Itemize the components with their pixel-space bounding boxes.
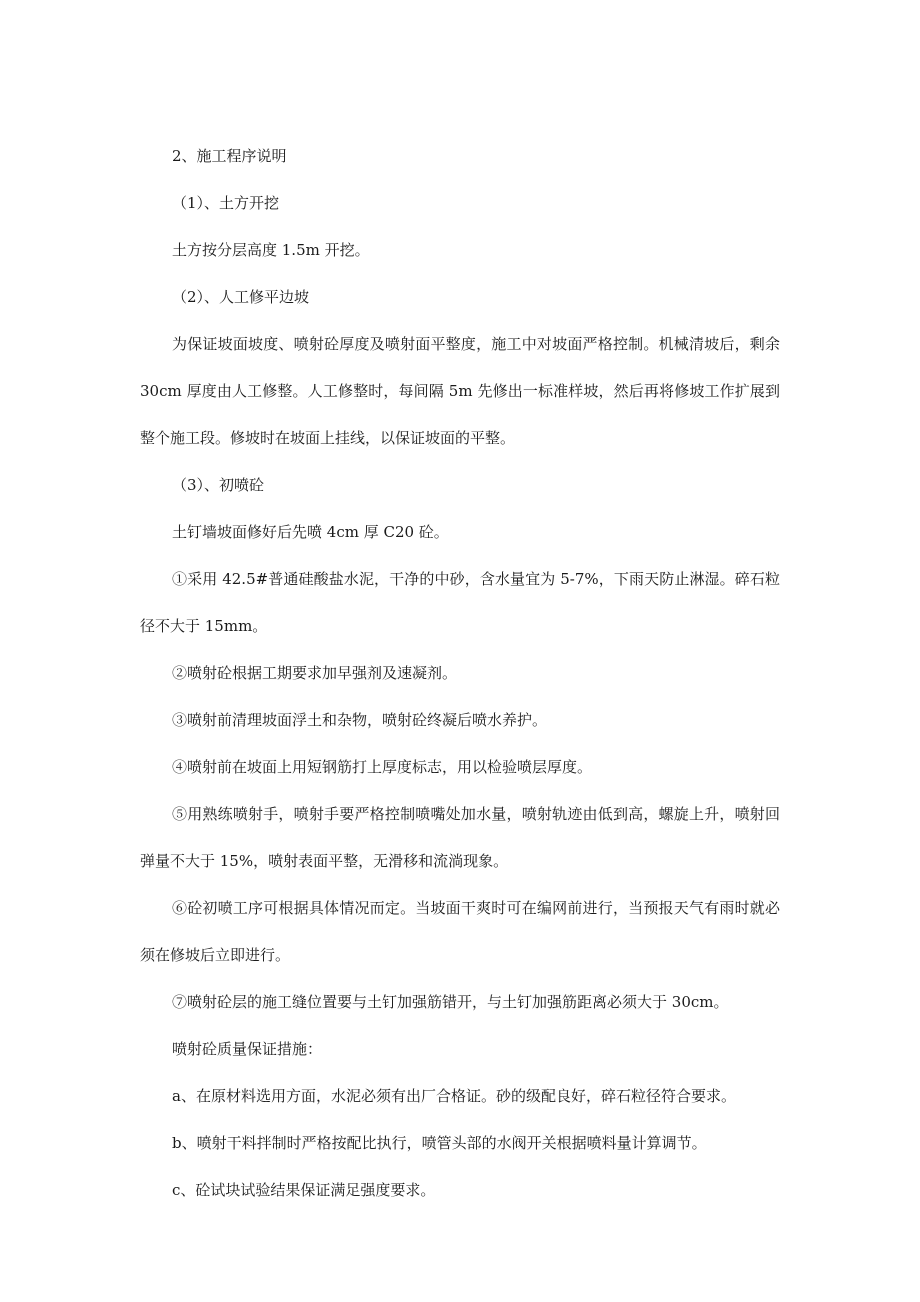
list-item: ③喷射前清理坡面浮土和杂物，喷射砼终凝后喷水养护。 bbox=[172, 711, 548, 729]
paragraph: 喷射砼质量保证措施： bbox=[172, 1040, 323, 1058]
document-body bbox=[140, 133, 780, 1214]
list-item: ⑤用熟练喷射手，喷射手要严格控制喷嘴处加水量，喷射轨迹由低到高，螺旋上升，喷射回弹量不大于 15%，喷射表面平整，无滑移和流淌现象。 bbox=[140, 805, 780, 870]
list-item: ⑥砼初喷工序可根据具体情况而定。当坡面干爽时可在编网前进行，当预报天气有雨时就必须在修坡后立即进行。 bbox=[140, 899, 780, 964]
list-item: b、喷射干料拌制时严格按配比执行，喷管头部的水阀开关根据喷料量计算调节。 bbox=[172, 1134, 707, 1152]
list-item: ⑦喷射砼层的施工缝位置要与土钉加强筋错开，与土钉加强筋距离必须大于 30cm。 bbox=[172, 993, 729, 1011]
list-item: a、在原材料选用方面，水泥必须有出厂合格证。砂的级配良好，碎石粒径符合要求。 bbox=[172, 1087, 736, 1105]
subsection-heading: （2）、人工修平边坡 bbox=[172, 288, 310, 306]
list-item: ①采用 42.5#普通硅酸盐水泥，干净的中砂，含水量宜为 5-7%，下雨天防止淋湿。碎石粒径不大于 15mm。 bbox=[140, 570, 780, 635]
subsection-heading: （1）、土方开挖 bbox=[172, 194, 280, 212]
list-item: ②喷射砼根据工期要求加早强剂及速凝剂。 bbox=[172, 664, 458, 682]
paragraph: 土钉墙坡面修好后先喷 4cm 厚 C20 砼。 bbox=[172, 523, 449, 541]
paragraph: 为保证坡面坡度、喷射砼厚度及喷射面平整度，施工中对坡面严格控制。机械清坡后，剩余 30cm 厚度由人工修整。人工修整时，每间隔 5m 先修出一标准样坡，然后再将修坡工作扩展到整个施工段。修坡时在坡面上挂线，以保证坡面的平整。 bbox=[140, 335, 780, 447]
list-item: ④喷射前在坡面上用短钢筋打上厚度标志，用以检验喷层厚度。 bbox=[172, 758, 593, 776]
list-item: c、砼试块试验结果保证满足强度要求。 bbox=[172, 1181, 436, 1199]
subsection-heading: （3）、初喷砼 bbox=[172, 476, 265, 494]
section-heading: 2、施工程序说明 bbox=[172, 147, 287, 165]
paragraph: 土方按分层高度 1.5m 开挖。 bbox=[172, 241, 370, 259]
